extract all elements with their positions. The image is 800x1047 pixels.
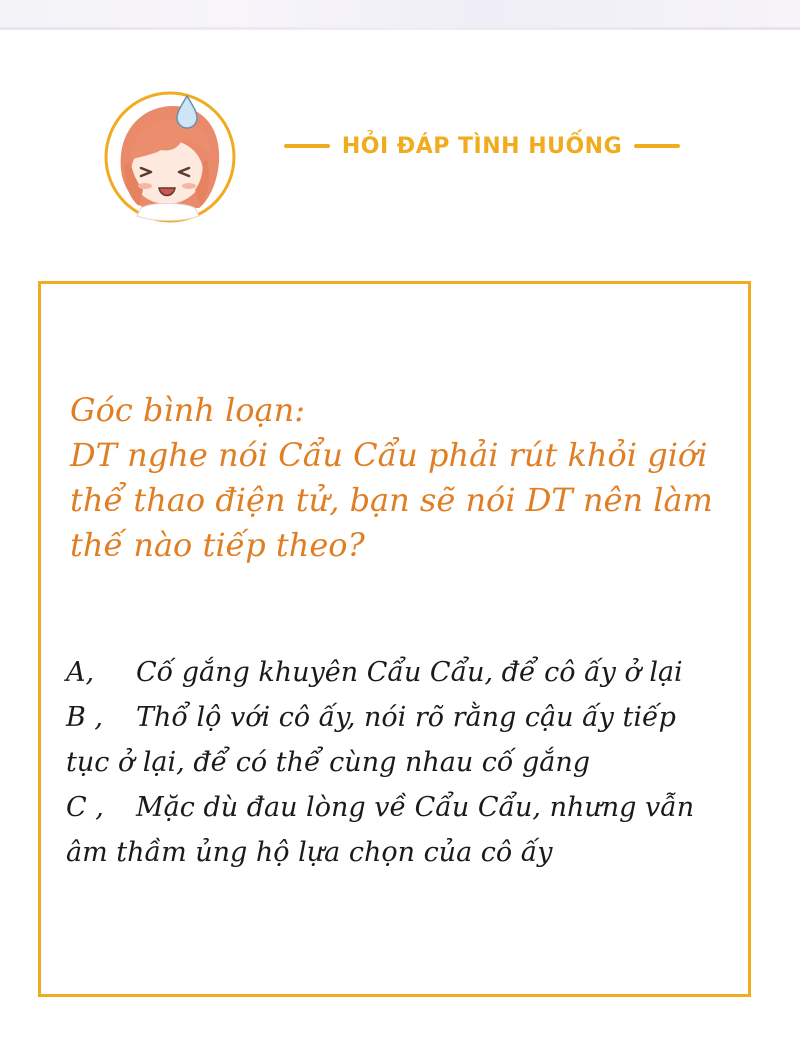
option-b xyxy=(66,695,746,740)
option-letter: B , xyxy=(66,702,104,733)
header-right-dash xyxy=(634,144,680,148)
question-text xyxy=(70,388,730,568)
option-text: Cố gắng khuyên Cẩu Cẩu, để cô ấy ở lại xyxy=(136,657,683,688)
question-line: DT nghe nói Cẩu Cẩu phải rút khỏi giới xyxy=(70,436,708,474)
question-line: thể thao điện tử, bạn sẽ nói DT nên làm xyxy=(70,481,713,519)
top-banner-strip xyxy=(0,0,800,30)
section-title: HỎI ĐÁP TÌNH HUỐNG xyxy=(341,133,623,159)
question-line: thế nào tiếp theo? xyxy=(70,526,365,564)
option-text: Thổ lộ với cô ấy, nói rõ rằng cậu ấy tiếp xyxy=(136,702,676,733)
option-c xyxy=(66,785,746,830)
option-c-continued: âm thầm ủng hộ lựa chọn của cô ấy xyxy=(66,837,553,868)
chibi-girl-sweat-drop-icon xyxy=(103,90,237,224)
question-line: Góc bình loạn: xyxy=(70,391,305,429)
option-text: Mặc dù đau lòng về Cẩu Cẩu, nhưng vẫn xyxy=(136,792,695,823)
option-a xyxy=(66,650,746,695)
option-letter: C , xyxy=(66,792,104,823)
answer-options xyxy=(66,650,746,875)
header-left-dash xyxy=(284,144,330,148)
option-b-continued: tục ở lại, để có thể cùng nhau cố gắng xyxy=(66,747,591,778)
section-header xyxy=(272,124,692,168)
option-letter: A, xyxy=(66,657,95,688)
